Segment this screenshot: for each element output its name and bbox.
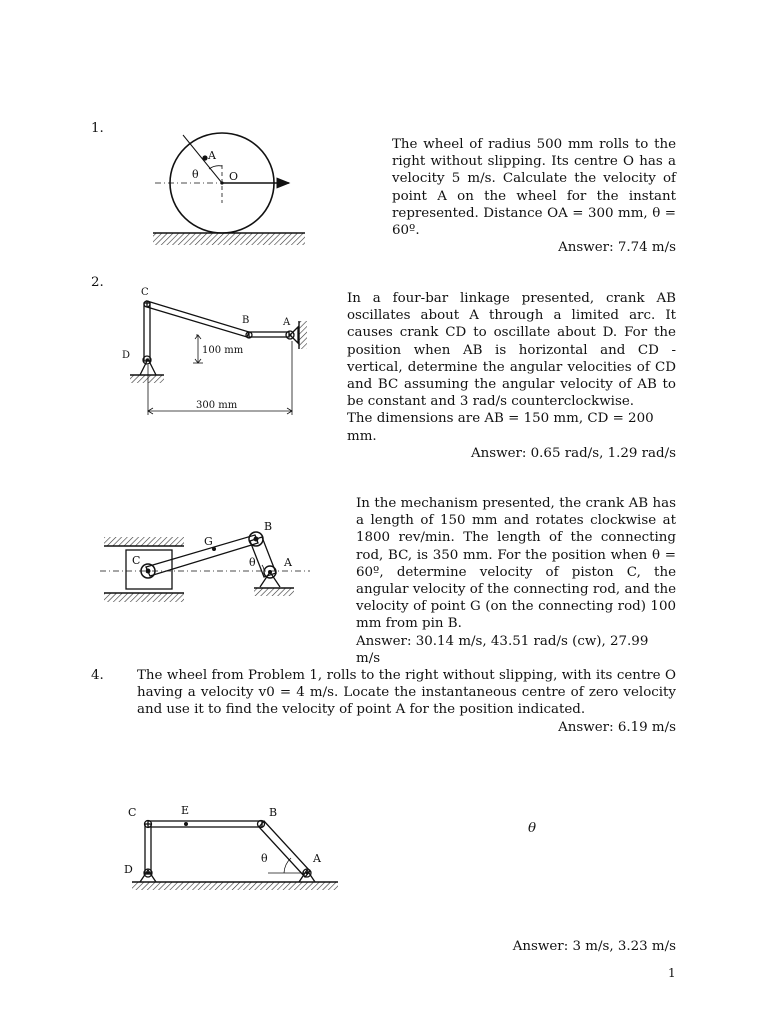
problem-1-figure — [145, 125, 305, 255]
point-a — [202, 155, 207, 160]
problem-2-text: In a four-bar linkage presented, crank AB oscillates about A through a limited arc. It causes crank CD to oscillate about D. For the position when AB is horizontal and CD - vertical, determine the angular velocities of CD and BC assuming the angular velocity of AB to be constant and 3 rad/s counterclockwise. The dimensions are AB = 150 mm, CD = 200 mm. Answer: 0.65 rad/s, 1.29 rad/s — [347, 291, 676, 461]
svg-text:B: B — [264, 520, 273, 533]
label-a: A — [208, 149, 216, 162]
label-theta: θ — [192, 168, 199, 181]
svg-text:θ: θ — [261, 852, 268, 865]
svg-text:D: D — [124, 863, 133, 876]
svg-text:100 mm: 100 mm — [202, 345, 244, 356]
link-bc — [147, 301, 249, 337]
link-cd — [144, 303, 150, 361]
point-e — [184, 822, 188, 826]
svg-text:G: G — [204, 535, 213, 548]
svg-text:C: C — [132, 554, 141, 567]
svg-text:θ: θ — [249, 556, 256, 569]
svg-text:B: B — [269, 806, 278, 819]
problem-2-number: 2. — [91, 275, 104, 290]
problem-3-text: In the mechanism presented, the crank AB has a length of 150 mm and rotates clockwise at 1800 rev/min. The length of the connecting rod, BC, is 350 mm. For the position when θ = 60º, determine velocity of piston C, the angular velocity of the connecting rod, and the velocity of point G (on the connecting rod) 100 mm from pin B. Answer: 30.14 m/s, 43.51 rad/s (cw), 27.99 m/s — [356, 496, 676, 666]
problem-2-dimensions: The dimensions are AB = 150 mm, CD = 200 mm. — [347, 411, 654, 444]
problem-4-number: 4. — [91, 668, 104, 683]
problem-5-theta: θ — [528, 821, 537, 836]
label-o: O — [229, 170, 239, 183]
problem-2-answer: Answer: 0.65 rad/s, 1.29 rad/s — [470, 445, 676, 461]
svg-text:B: B — [242, 315, 250, 326]
problem-1-number: 1. — [91, 121, 104, 136]
problem-3-answer: Answer: 30.14 m/s, 43.51 rad/s (cw), 27.99 m/s — [356, 633, 649, 666]
problem-5-figure — [118, 800, 343, 895]
svg-text:300 mm: 300 mm — [196, 400, 238, 411]
svg-text:A: A — [284, 556, 292, 569]
link-ab — [249, 332, 289, 337]
problem-3-figure — [98, 515, 318, 610]
problem-2-figure — [118, 283, 328, 413]
svg-text:C: C — [128, 806, 137, 819]
ground-hatch — [153, 233, 305, 245]
svg-text:D: D — [122, 350, 131, 361]
svg-text:A: A — [313, 852, 321, 865]
problem-5-answer: Answer: 3 m/s, 3.23 m/s — [512, 939, 676, 954]
problem-4-answer: Answer: 6.19 m/s — [558, 719, 676, 735]
page-number: 1 — [668, 966, 676, 980]
svg-text:E: E — [181, 804, 190, 817]
problem-4-text: The wheel from Problem 1, rolls to the right without slipping, with its centre O having a velocity v0 = 4 m/s. Locate the instantaneous centre of zero velocity and use it to find the velocity of point A for the position indicated. Answer: 6.19 m/s — [137, 668, 676, 735]
problem-1-text: The wheel of radius 500 mm rolls to the right without slipping. Its centre O has a velocity 5 m/s. Calculate the velocity of point A on the wheel for the instant represented. Distance OA = 300 mm, θ = 60º. Answer: 7.74 m/s — [392, 137, 676, 256]
svg-text:C: C — [141, 287, 149, 298]
problem-1-answer: Answer: 7.74 m/s — [558, 240, 676, 256]
svg-text:A: A — [283, 317, 291, 328]
link-cd — [145, 824, 151, 874]
link-cb — [148, 821, 262, 827]
